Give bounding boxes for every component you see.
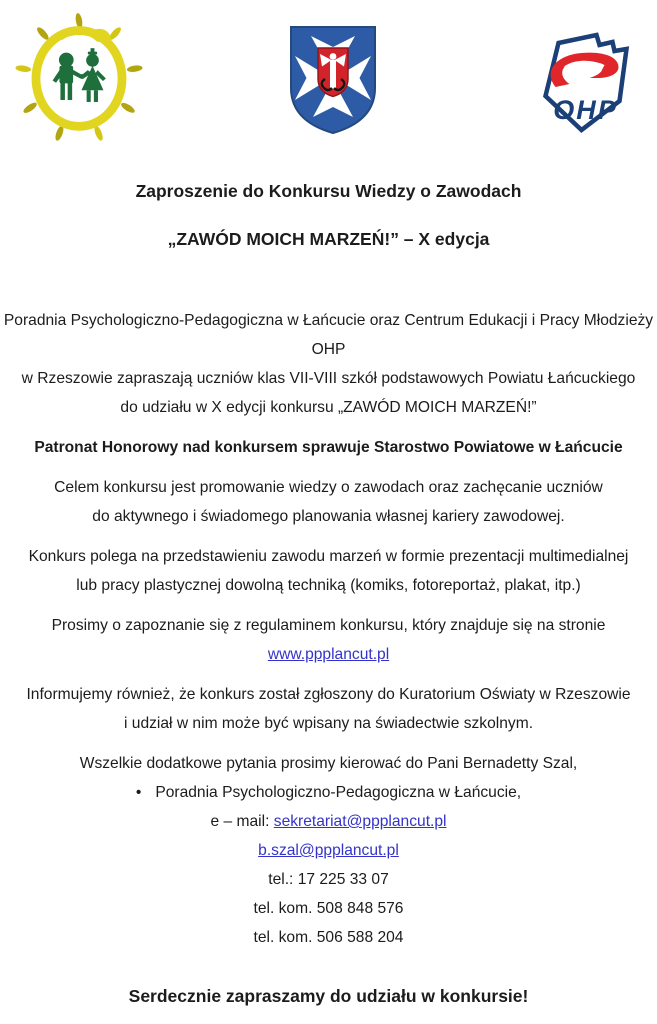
paragraph-kuratorium bbox=[0, 680, 657, 738]
ohp-logo bbox=[517, 26, 641, 136]
ohp-logo-text: OHP bbox=[553, 95, 618, 125]
paragraph-contact bbox=[0, 749, 657, 952]
forma-line-1: Konkurs polega na przedstawieniu zawodu marzeń w formie prezentacji multimedialnej bbox=[28, 548, 629, 565]
closing-line: Serdecznie zapraszamy do udziału w konkursie! bbox=[128, 986, 529, 1006]
cel-line-2: do aktywnego i świadomego planowania własnej kariery zawodowej. bbox=[92, 508, 565, 525]
phone-landline: tel.: 17 225 33 07 bbox=[268, 871, 389, 888]
paragraph-forma bbox=[0, 542, 657, 600]
email-link-bszal[interactable]: b.szal@ppplancut.pl bbox=[258, 842, 399, 859]
cel-line-1: Celem konkursu jest promowanie wiedzy o zawodach oraz zachęcanie uczniów bbox=[54, 479, 603, 496]
paragraph-intro bbox=[0, 306, 657, 422]
kuratorium-line-2: i udział w nim może być wpisany na świadectwie szkolnym. bbox=[123, 715, 534, 732]
contact-bullet-line bbox=[0, 778, 657, 807]
letter-body bbox=[0, 306, 657, 1010]
intro-line-3: do udziału w X edycji konkursu „ZAWÓD MOICH MARZEŃ!” bbox=[120, 399, 537, 416]
contact-bullet-text: Poradnia Psychologiczno-Pedagogiczna w Łańcucie, bbox=[155, 784, 522, 801]
website-link[interactable]: www.ppplancut.pl bbox=[267, 646, 390, 663]
email-prefix: e – mail: bbox=[210, 813, 274, 830]
logo-row bbox=[0, 0, 657, 140]
sun-ring-icon bbox=[36, 30, 122, 126]
phone-mobile-2: tel. kom. 506 588 204 bbox=[253, 929, 404, 946]
title-line-1: Zaproszenie do Konkursu Wiedzy o Zawodach bbox=[135, 181, 522, 201]
powiat-lancucki-crest bbox=[286, 24, 380, 136]
email-link-sekretariat[interactable]: sekretariat@ppplancut.pl bbox=[273, 813, 447, 830]
contact-line: Wszelkie dodatkowe pytania prosimy kierować do Pani Bernadetty Szal, bbox=[79, 755, 578, 772]
intro-line-1: Poradnia Psychologiczno-Pedagogiczna w Łańcucie oraz Centrum Edukacji i Pracy Młodzieży OHP bbox=[3, 312, 654, 358]
patronat-line: Patronat Honorowy nad konkursem sprawuje Starostwo Powiatowe w Łańcucie bbox=[34, 439, 623, 456]
inner-escutcheon-icon bbox=[318, 48, 348, 97]
kuratorium-line-1: Informujemy również, że konkurs został zgłoszony do Kuratorium Oświaty w Rzeszowie bbox=[26, 686, 631, 703]
paragraph-regulamin bbox=[0, 611, 657, 669]
bullet-marker: • bbox=[135, 784, 142, 801]
forma-line-2: lub pracy plastycznej dowolną techniką (komiks, fotoreportaż, plakat, itp.) bbox=[76, 577, 581, 594]
paragraph-patronat bbox=[0, 433, 657, 462]
paragraph-cel bbox=[0, 473, 657, 531]
children-icon bbox=[53, 48, 106, 102]
intro-line-2: w Rzeszowie zapraszają uczniów klas VII-VIII szkół podstawowych Powiatu Łańcuckiego bbox=[21, 370, 636, 387]
contact-email-line bbox=[0, 807, 657, 836]
phone-mobile-1: tel. kom. 508 848 576 bbox=[253, 900, 404, 917]
title-line-2: „ZAWÓD MOICH MARZEŃ!” – X edycja bbox=[167, 229, 490, 249]
poradnia-children-sun-logo bbox=[10, 12, 148, 144]
regulamin-line: Prosimy o zapoznanie się z regulaminem konkursu, który znajduje się na stronie bbox=[51, 617, 606, 634]
